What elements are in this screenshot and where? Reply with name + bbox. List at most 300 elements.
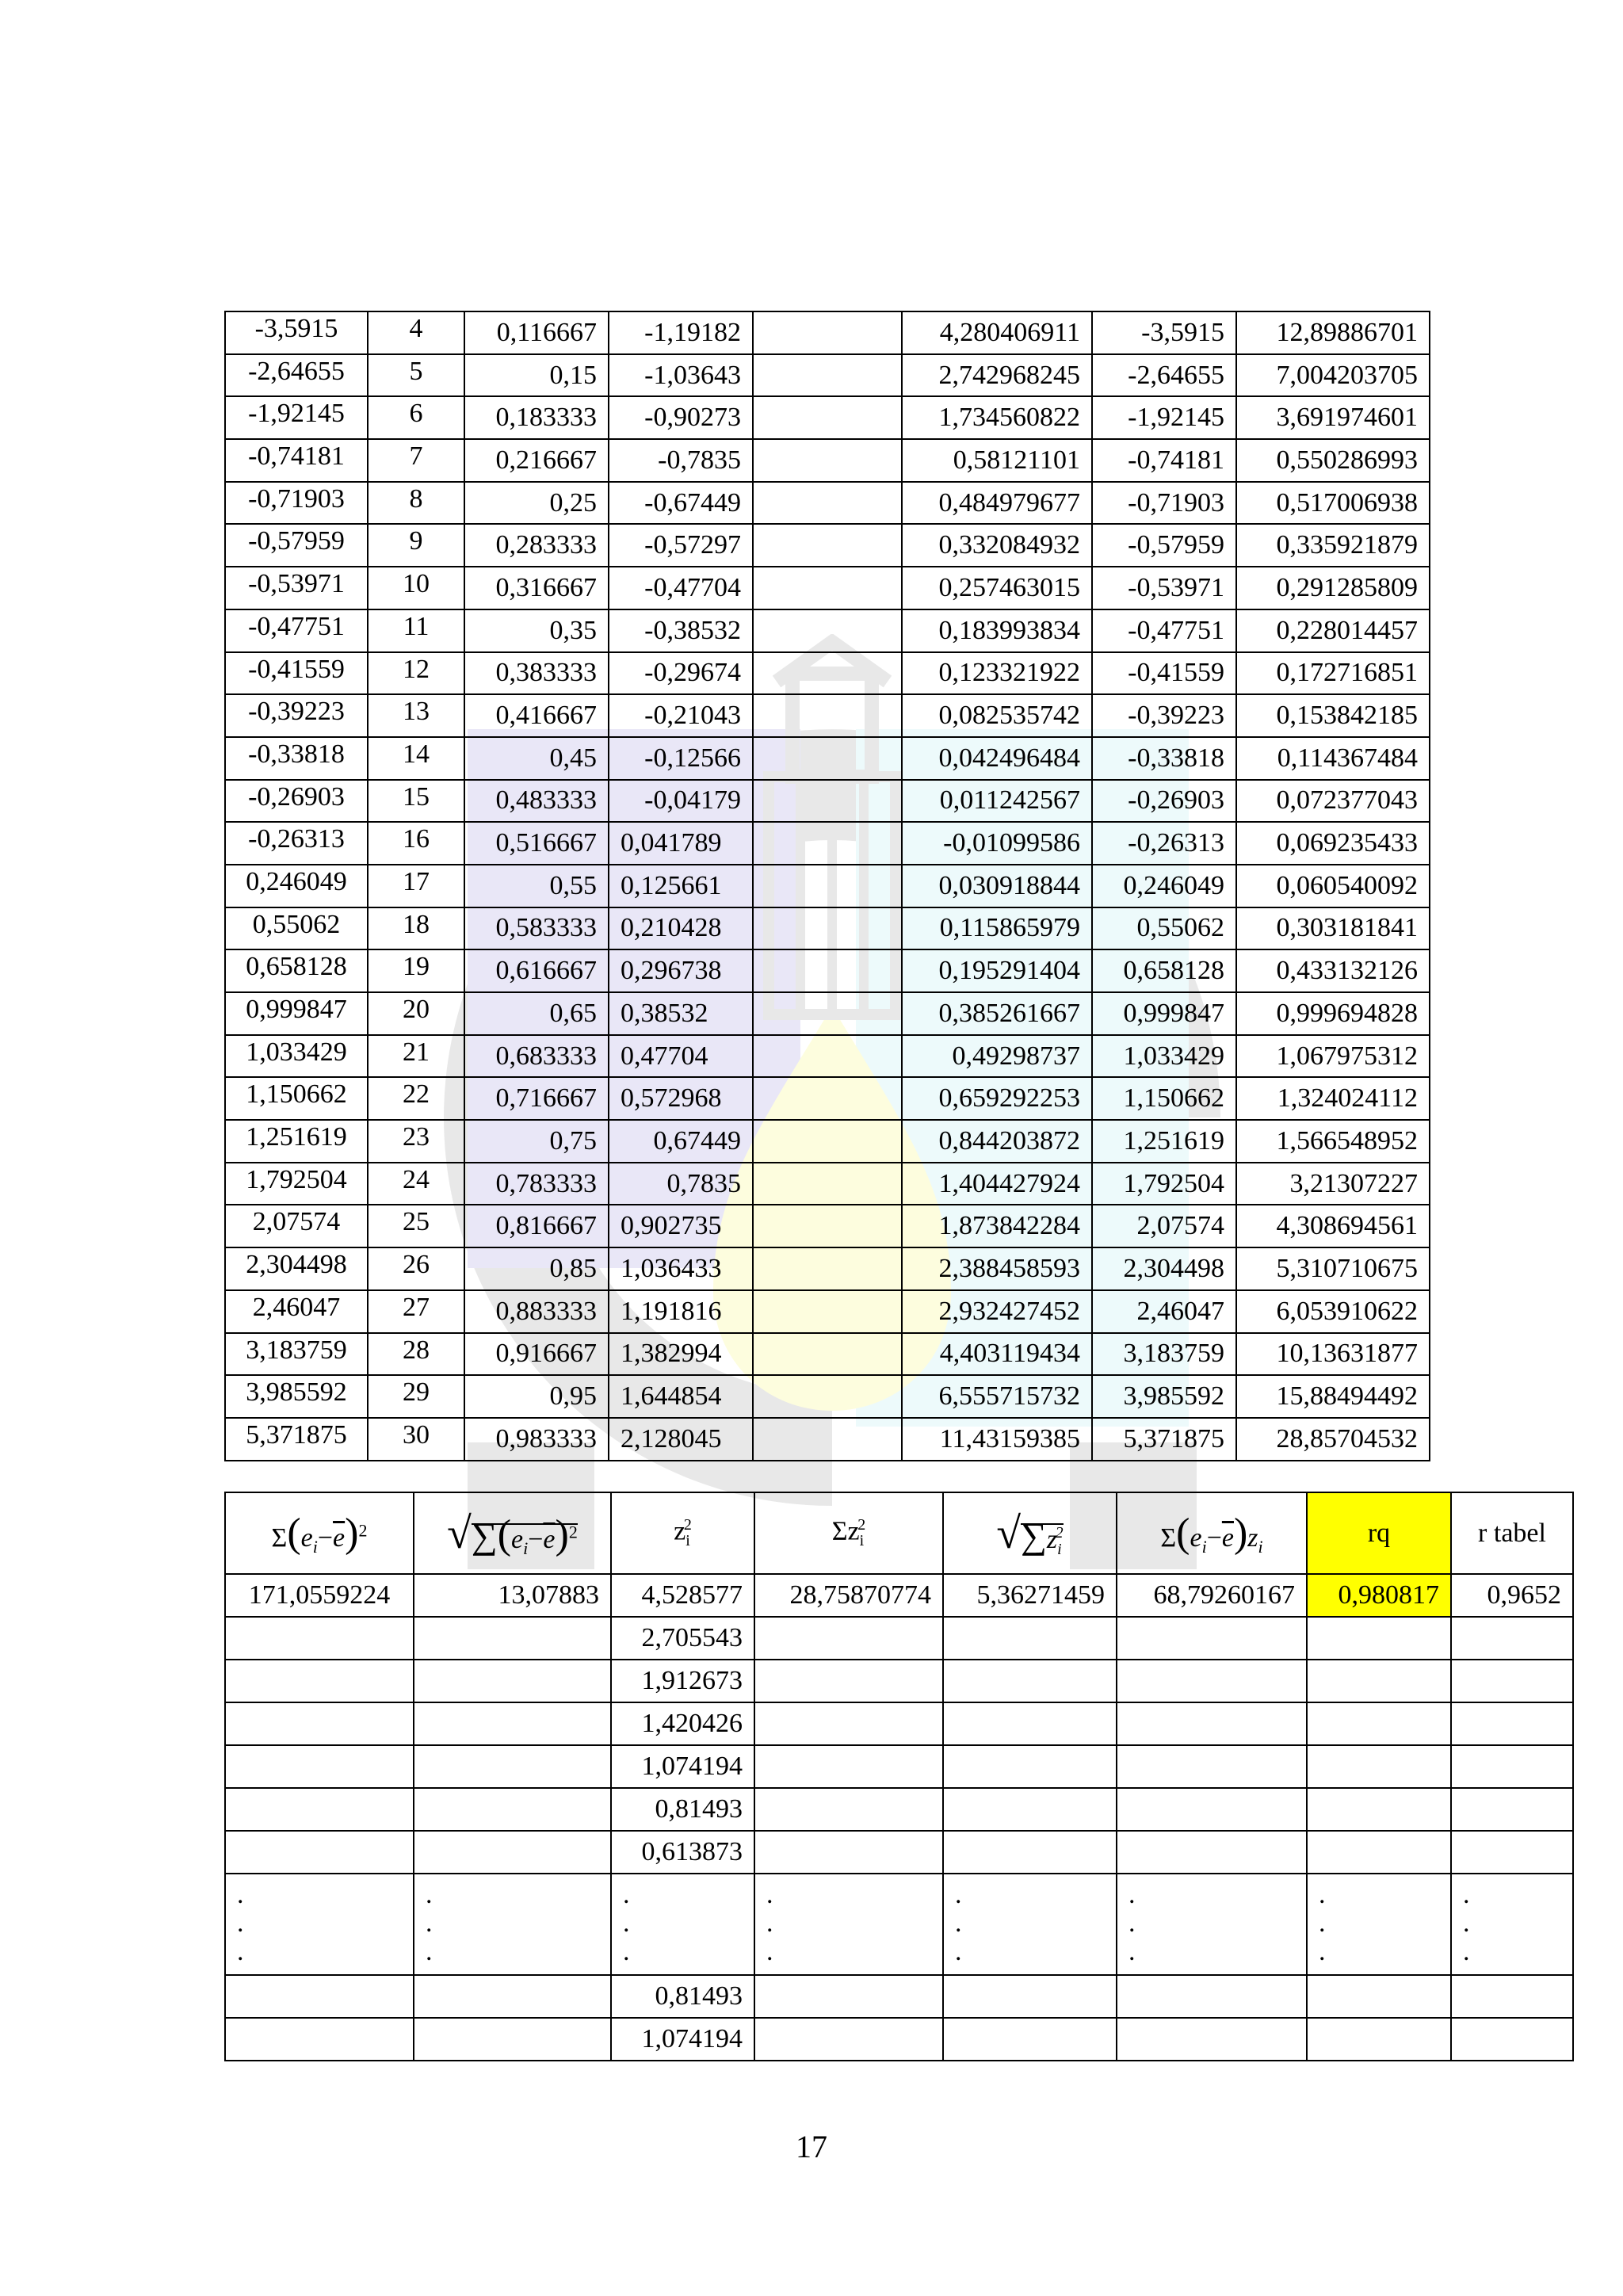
cell-residual-copy: 1,251619 — [1092, 1120, 1236, 1163]
cell-squared: 28,85704532 — [1236, 1418, 1430, 1461]
cell-z-value: 0,47704 — [609, 1035, 753, 1078]
table-row — [225, 1290, 1430, 1333]
cell-squared: 0,228014457 — [1236, 609, 1430, 652]
cell-z-value: 1,036433 — [609, 1247, 753, 1290]
ellipsis-dot: . — [237, 1937, 244, 1966]
cell-probability: 0,95 — [464, 1375, 609, 1418]
cell-product: 0,195291404 — [902, 949, 1092, 992]
cell-residual-copy: -0,33818 — [1092, 737, 1236, 780]
cell-probability: 0,483333 — [464, 780, 609, 823]
z-squared-cell: 1,420426 — [611, 1702, 754, 1745]
ellipsis-dot: . — [623, 1908, 630, 1938]
cell-blank — [753, 780, 902, 823]
table-row — [225, 524, 1430, 567]
ellipsis-dot: . — [1128, 1908, 1136, 1938]
cell-blank — [753, 439, 902, 482]
cell-z-value: -0,04179 — [609, 780, 753, 823]
table-row — [225, 652, 1430, 695]
cell-z-value: 0,38532 — [609, 992, 753, 1035]
cell-probability: 0,183333 — [464, 396, 609, 439]
cell-product: 1,734560822 — [902, 396, 1092, 439]
header-sum-z-squared: $\Sigma z_i^2$ — [754, 1492, 943, 1574]
cell-probability: 0,15 — [464, 354, 609, 397]
cell-squared: 0,072377043 — [1236, 780, 1430, 823]
cell-residual: -0,39223 — [225, 694, 368, 737]
cell-squared: 10,13631877 — [1236, 1333, 1430, 1376]
cell-product: 0,123321922 — [902, 652, 1092, 695]
cell-rank: 9 — [368, 524, 464, 567]
cell-squared: 0,335921879 — [1236, 524, 1430, 567]
cell-residual: 3,985592 — [225, 1375, 368, 1418]
cell-rank: 7 — [368, 439, 464, 482]
ellipsis-dot: . — [426, 1908, 433, 1938]
ellipsis-dot: . — [237, 1880, 244, 1909]
z-squared-cell: 0,613873 — [611, 1831, 754, 1874]
table-row — [225, 1035, 1430, 1078]
cell-product: -0,01099586 — [902, 822, 1092, 865]
cell-residual-copy: -1,92145 — [1092, 396, 1236, 439]
cell-residual: -0,57959 — [225, 524, 368, 567]
table-row — [225, 311, 1430, 354]
table-row — [225, 1975, 1573, 2018]
cell-residual-copy: -0,53971 — [1092, 567, 1236, 609]
cell-squared: 4,308694561 — [1236, 1205, 1430, 1247]
cell-z-value: 1,382994 — [609, 1333, 753, 1376]
table-row — [225, 1247, 1430, 1290]
cell-probability: 0,416667 — [464, 694, 609, 737]
cell-blank — [753, 865, 902, 907]
ellipsis-dot: . — [766, 1880, 773, 1909]
cell-rank: 29 — [368, 1375, 464, 1418]
cell-residual: -0,74181 — [225, 439, 368, 482]
table-row — [225, 737, 1430, 780]
table-row — [225, 567, 1430, 609]
ellipsis-dot: . — [1128, 1937, 1136, 1966]
table-row — [225, 1375, 1430, 1418]
cell-product: 0,257463015 — [902, 567, 1092, 609]
cell-product: 0,58121101 — [902, 439, 1092, 482]
ellipsis-cell — [1307, 1874, 1451, 1975]
cell-product: 0,484979677 — [902, 482, 1092, 525]
cell-squared: 0,433132126 — [1236, 949, 1430, 992]
ellipsis-cell — [414, 1874, 611, 1975]
cell-blank — [753, 482, 902, 525]
cell-blank — [753, 949, 902, 992]
cell-rank: 24 — [368, 1163, 464, 1205]
ellipsis-dot: . — [1319, 1880, 1326, 1909]
cell-blank — [753, 1333, 902, 1376]
cell-residual-copy: 1,150662 — [1092, 1077, 1236, 1120]
cell-z-value: 2,128045 — [609, 1418, 753, 1461]
table-row — [225, 396, 1430, 439]
table-row — [225, 822, 1430, 865]
ellipsis-cell — [754, 1874, 943, 1975]
ellipsis-dot: . — [623, 1937, 630, 1966]
cell-squared: 0,517006938 — [1236, 482, 1430, 525]
cell-rank: 30 — [368, 1418, 464, 1461]
cell-rank: 12 — [368, 652, 464, 695]
cell-residual-copy: -0,57959 — [1092, 524, 1236, 567]
ellipsis-row — [225, 1874, 1573, 1975]
cell-residual: -3,5915 — [225, 311, 368, 354]
cell-probability: 0,85 — [464, 1247, 609, 1290]
ellipsis-cell — [1451, 1874, 1573, 1975]
ellipsis-dot: . — [1319, 1937, 1326, 1966]
cell-probability: 0,55 — [464, 865, 609, 907]
cell-probability: 0,35 — [464, 609, 609, 652]
cell-product: 0,332084932 — [902, 524, 1092, 567]
cell-residual-copy: 3,183759 — [1092, 1333, 1236, 1376]
table-row — [225, 482, 1430, 525]
cell-squared: 15,88494492 — [1236, 1375, 1430, 1418]
cell-blank — [753, 609, 902, 652]
cell-squared: 0,303181841 — [1236, 907, 1430, 950]
cell-residual: 5,371875 — [225, 1418, 368, 1461]
cell-residual: -0,47751 — [225, 609, 368, 652]
cell-product: 0,183993834 — [902, 609, 1092, 652]
cell-blank — [753, 1120, 902, 1163]
cell-blank — [753, 1247, 902, 1290]
cell-probability: 0,816667 — [464, 1205, 609, 1247]
cell-blank — [753, 1035, 902, 1078]
cell-rank: 22 — [368, 1077, 464, 1120]
cell-residual-copy: -0,41559 — [1092, 652, 1236, 695]
cell-squared: 12,89886701 — [1236, 311, 1430, 354]
cell-z-value: -0,57297 — [609, 524, 753, 567]
cell-product: 4,403119434 — [902, 1333, 1092, 1376]
cell-z-value: -0,90273 — [609, 396, 753, 439]
cell-blank — [753, 396, 902, 439]
cell-residual-copy: 2,46047 — [1092, 1290, 1236, 1333]
cell-product: 2,742968245 — [902, 354, 1092, 397]
cell-residual: 0,658128 — [225, 949, 368, 992]
cell-residual: -2,64655 — [225, 354, 368, 397]
table-row — [225, 780, 1430, 823]
cell-blank — [753, 907, 902, 950]
table-row — [225, 1831, 1573, 1874]
cell-product: 2,932427452 — [902, 1290, 1092, 1333]
header-sum-deviation-times-z: $\Sigma(e_i-\overline{e})z_i$ — [1117, 1492, 1307, 1574]
cell-squared: 3,691974601 — [1236, 396, 1430, 439]
cell-residual: 0,246049 — [225, 865, 368, 907]
cell-residual-copy: 3,985592 — [1092, 1375, 1236, 1418]
cell-residual-copy: -3,5915 — [1092, 311, 1236, 354]
cell-residual: 2,46047 — [225, 1290, 368, 1333]
cell-probability: 0,516667 — [464, 822, 609, 865]
cell-residual: -0,33818 — [225, 737, 368, 780]
cell-rank: 23 — [368, 1120, 464, 1163]
cell-z-value: 0,902735 — [609, 1205, 753, 1247]
ellipsis-dot: . — [766, 1937, 773, 1966]
header-z-squared: $z_i^2$ — [611, 1492, 754, 1574]
cell-probability: 0,716667 — [464, 1077, 609, 1120]
cell-residual-copy: 2,304498 — [1092, 1247, 1236, 1290]
ellipsis-dot: . — [237, 1908, 244, 1938]
cell-blank — [753, 694, 902, 737]
cell-probability: 0,983333 — [464, 1418, 609, 1461]
cell-z-value: -0,29674 — [609, 652, 753, 695]
cell-rank: 28 — [368, 1333, 464, 1376]
cell-product: 11,43159385 — [902, 1418, 1092, 1461]
ellipsis-dot: . — [955, 1937, 962, 1966]
cell-blank — [753, 1375, 902, 1418]
page-number: 17 — [796, 2129, 827, 2164]
table-row — [225, 1163, 1430, 1205]
cell-residual: -0,53971 — [225, 567, 368, 609]
cell-squared: 1,324024112 — [1236, 1077, 1430, 1120]
cell-blank — [753, 652, 902, 695]
cell-blank — [753, 1205, 902, 1247]
cell-residual-copy: -0,39223 — [1092, 694, 1236, 737]
header-rq: rq — [1307, 1492, 1451, 1574]
value-rq: 0,980817 — [1307, 1574, 1451, 1617]
cell-product: 0,082535742 — [902, 694, 1092, 737]
cell-residual: -0,71903 — [225, 482, 368, 525]
value-sqrt-sum-z-squared: 5,36271459 — [943, 1574, 1117, 1617]
cell-rank: 8 — [368, 482, 464, 525]
cell-rank: 19 — [368, 949, 464, 992]
cell-squared: 0,172716851 — [1236, 652, 1430, 695]
cell-rank: 21 — [368, 1035, 464, 1078]
value-sum-deviation-times-z: 68,79260167 — [1117, 1574, 1307, 1617]
data-table-bottom — [224, 1492, 1574, 2061]
cell-product: 6,555715732 — [902, 1375, 1092, 1418]
table-row — [225, 1617, 1573, 1660]
cell-squared: 0,114367484 — [1236, 737, 1430, 780]
cell-product: 0,042496484 — [902, 737, 1092, 780]
cell-rank: 11 — [368, 609, 464, 652]
cell-z-value: 1,191816 — [609, 1290, 753, 1333]
cell-product: 0,011242567 — [902, 780, 1092, 823]
cell-product: 0,844203872 — [902, 1120, 1092, 1163]
table-row — [225, 1702, 1573, 1745]
cell-rank: 18 — [368, 907, 464, 950]
table-row — [225, 949, 1430, 992]
cell-z-value: -0,12566 — [609, 737, 753, 780]
cell-residual-copy: 2,07574 — [1092, 1205, 1236, 1247]
cell-blank — [753, 524, 902, 567]
table-row — [225, 2018, 1573, 2061]
cell-probability: 0,25 — [464, 482, 609, 525]
cell-rank: 15 — [368, 780, 464, 823]
header-sum-squared-deviation: $\Sigma(e_i-\overline{e})^2$ — [225, 1492, 414, 1574]
cell-residual: -1,92145 — [225, 396, 368, 439]
cell-product: 0,49298737 — [902, 1035, 1092, 1078]
cell-squared: 3,21307227 — [1236, 1163, 1430, 1205]
cell-product: 0,659292253 — [902, 1077, 1092, 1120]
z-squared-cell: 1,074194 — [611, 1745, 754, 1788]
cell-blank — [753, 567, 902, 609]
ellipsis-cell — [611, 1874, 754, 1975]
table-row — [225, 1333, 1430, 1376]
cell-residual: 3,183759 — [225, 1333, 368, 1376]
ellipsis-dot: . — [1463, 1937, 1470, 1966]
cell-residual-copy: -0,71903 — [1092, 482, 1236, 525]
ellipsis-dot: . — [1463, 1908, 1470, 1938]
cell-squared: 6,053910622 — [1236, 1290, 1430, 1333]
ellipsis-dot: . — [955, 1880, 962, 1909]
cell-z-value: 0,041789 — [609, 822, 753, 865]
header-row — [225, 1492, 1573, 1574]
cell-z-value: 0,7835 — [609, 1163, 753, 1205]
cell-residual-copy: -0,74181 — [1092, 439, 1236, 482]
z-squared-cell: 0,81493 — [611, 1788, 754, 1831]
cell-product: 1,404427924 — [902, 1163, 1092, 1205]
z-squared-cell: 1,074194 — [611, 2018, 754, 2061]
cell-squared: 0,153842185 — [1236, 694, 1430, 737]
cell-probability: 0,916667 — [464, 1333, 609, 1376]
cell-probability: 0,783333 — [464, 1163, 609, 1205]
cell-blank — [753, 354, 902, 397]
header-sqrt-sum-z-squared: $√\sum z_i^2$ — [943, 1492, 1117, 1574]
cell-z-value: -1,19182 — [609, 311, 753, 354]
cell-residual: -0,41559 — [225, 652, 368, 695]
cell-residual-copy: 0,658128 — [1092, 949, 1236, 992]
cell-residual: 0,999847 — [225, 992, 368, 1035]
cell-residual-copy: -0,47751 — [1092, 609, 1236, 652]
ellipsis-dot: . — [766, 1908, 773, 1938]
cell-z-value: 1,644854 — [609, 1375, 753, 1418]
table-row — [225, 609, 1430, 652]
cell-z-value: 0,572968 — [609, 1077, 753, 1120]
cell-z-value: -0,38532 — [609, 609, 753, 652]
cell-rank: 14 — [368, 737, 464, 780]
cell-z-value: 0,67449 — [609, 1120, 753, 1163]
cell-z-value: -0,67449 — [609, 482, 753, 525]
table-row — [225, 354, 1430, 397]
cell-z-value: 0,210428 — [609, 907, 753, 950]
cell-residual: 1,150662 — [225, 1077, 368, 1120]
cell-residual: -0,26903 — [225, 780, 368, 823]
cell-residual: 2,304498 — [225, 1247, 368, 1290]
cell-residual-copy: 0,246049 — [1092, 865, 1236, 907]
cell-probability: 0,75 — [464, 1120, 609, 1163]
cell-probability: 0,616667 — [464, 949, 609, 992]
table-row — [225, 1205, 1430, 1247]
cell-z-value: -0,47704 — [609, 567, 753, 609]
cell-residual: -0,26313 — [225, 822, 368, 865]
cell-probability: 0,216667 — [464, 439, 609, 482]
cell-rank: 16 — [368, 822, 464, 865]
cell-residual-copy: 0,999847 — [1092, 992, 1236, 1035]
data-table-top — [224, 311, 1430, 1461]
cell-rank: 20 — [368, 992, 464, 1035]
cell-blank — [753, 311, 902, 354]
cell-product: 0,385261667 — [902, 992, 1092, 1035]
ellipsis-dot: . — [623, 1880, 630, 1909]
cell-z-value: -0,7835 — [609, 439, 753, 482]
cell-squared: 0,069235433 — [1236, 822, 1430, 865]
cell-squared: 5,310710675 — [1236, 1247, 1430, 1290]
table-row — [225, 694, 1430, 737]
cell-z-value: -1,03643 — [609, 354, 753, 397]
cell-residual: 0,55062 — [225, 907, 368, 950]
result-row — [225, 1574, 1573, 1617]
cell-probability: 0,583333 — [464, 907, 609, 950]
cell-residual-copy: 1,033429 — [1092, 1035, 1236, 1078]
ellipsis-cell — [225, 1874, 414, 1975]
cell-squared: 1,067975312 — [1236, 1035, 1430, 1078]
cell-squared: 7,004203705 — [1236, 354, 1430, 397]
cell-probability: 0,116667 — [464, 311, 609, 354]
cell-probability: 0,316667 — [464, 567, 609, 609]
ellipsis-dot: . — [1128, 1880, 1136, 1909]
z-squared-cell: 1,912673 — [611, 1660, 754, 1702]
cell-blank — [753, 1163, 902, 1205]
z-squared-cell: 2,705543 — [611, 1617, 754, 1660]
cell-probability: 0,45 — [464, 737, 609, 780]
cell-blank — [753, 1077, 902, 1120]
table-row — [225, 865, 1430, 907]
cell-rank: 13 — [368, 694, 464, 737]
cell-product: 4,280406911 — [902, 311, 1092, 354]
ellipsis-dot: . — [426, 1937, 433, 1966]
cell-residual-copy: -0,26313 — [1092, 822, 1236, 865]
cell-rank: 27 — [368, 1290, 464, 1333]
cell-residual: 1,792504 — [225, 1163, 368, 1205]
cell-residual-copy: 0,55062 — [1092, 907, 1236, 950]
cell-squared: 0,550286993 — [1236, 439, 1430, 482]
value-sqrt-sum-squared-deviation: 13,07883 — [414, 1574, 611, 1617]
value-z-squared: 4,528577 — [611, 1574, 754, 1617]
cell-residual-copy: 1,792504 — [1092, 1163, 1236, 1205]
table-row — [225, 1077, 1430, 1120]
cell-squared: 0,291285809 — [1236, 567, 1430, 609]
cell-probability: 0,683333 — [464, 1035, 609, 1078]
cell-squared: 0,999694828 — [1236, 992, 1430, 1035]
value-r-tabel: 0,9652 — [1451, 1574, 1573, 1617]
cell-probability: 0,883333 — [464, 1290, 609, 1333]
cell-probability: 0,383333 — [464, 652, 609, 695]
cell-rank: 6 — [368, 396, 464, 439]
table-row — [225, 1745, 1573, 1788]
cell-product: 1,873842284 — [902, 1205, 1092, 1247]
cell-rank: 17 — [368, 865, 464, 907]
ellipsis-dot: . — [1319, 1908, 1326, 1938]
z-squared-cell: 0,81493 — [611, 1975, 754, 2018]
table-row — [225, 1418, 1430, 1461]
cell-residual: 2,07574 — [225, 1205, 368, 1247]
header-r-tabel: r tabel — [1451, 1492, 1573, 1574]
cell-blank — [753, 737, 902, 780]
cell-blank — [753, 992, 902, 1035]
cell-product: 0,115865979 — [902, 907, 1092, 950]
cell-blank — [753, 1418, 902, 1461]
cell-rank: 10 — [368, 567, 464, 609]
cell-probability: 0,65 — [464, 992, 609, 1035]
table-row — [225, 1660, 1573, 1702]
ellipsis-cell — [943, 1874, 1117, 1975]
cell-z-value: 0,125661 — [609, 865, 753, 907]
cell-rank: 4 — [368, 311, 464, 354]
table-row — [225, 1788, 1573, 1831]
ellipsis-cell — [1117, 1874, 1307, 1975]
table-row — [225, 439, 1430, 482]
ellipsis-dot: . — [1463, 1880, 1470, 1909]
cell-residual-copy: 5,371875 — [1092, 1418, 1236, 1461]
cell-rank: 26 — [368, 1247, 464, 1290]
cell-squared: 1,566548952 — [1236, 1120, 1430, 1163]
table-row — [225, 907, 1430, 950]
cell-rank: 5 — [368, 354, 464, 397]
table-row — [225, 1120, 1430, 1163]
cell-blank — [753, 1290, 902, 1333]
cell-z-value: 0,296738 — [609, 949, 753, 992]
cell-z-value: -0,21043 — [609, 694, 753, 737]
cell-residual: 1,033429 — [225, 1035, 368, 1078]
ellipsis-dot: . — [426, 1880, 433, 1909]
cell-product: 2,388458593 — [902, 1247, 1092, 1290]
